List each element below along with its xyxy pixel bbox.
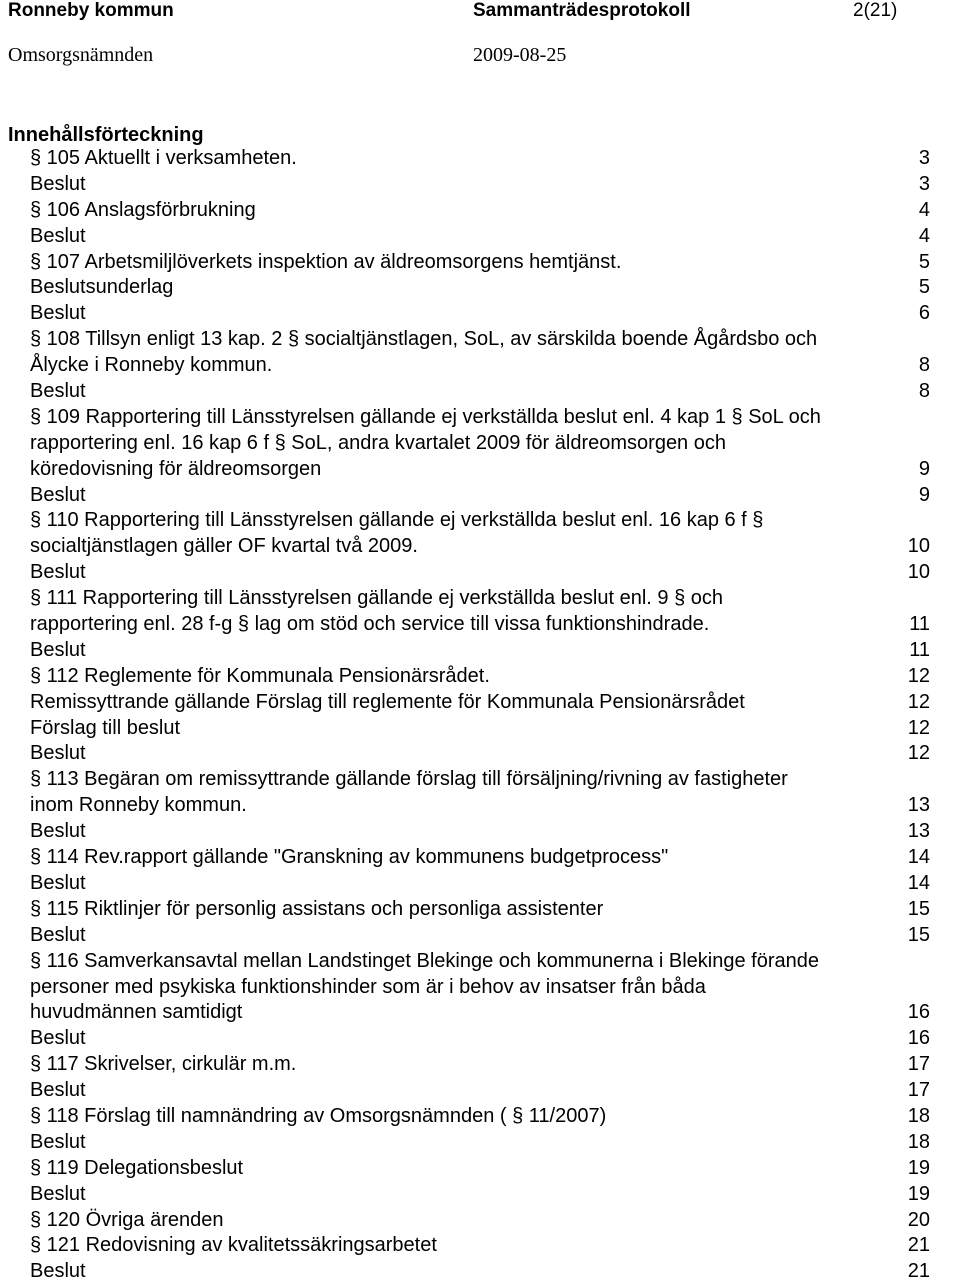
- toc-entry: [0, 379, 960, 405]
- toc-entry: [0, 327, 960, 353]
- toc-entry-page: 5: [918, 250, 930, 273]
- toc-entry-page: 19: [907, 1156, 930, 1179]
- toc-entry: [0, 819, 960, 845]
- toc-entry-text: Remissyttrande gällande Förslag till reglemente för Kommunala Pensionärsrådet: [30, 690, 745, 713]
- toc-entry: [0, 146, 960, 172]
- toc-entry: [0, 638, 960, 664]
- toc-entry-page: 8: [918, 380, 930, 403]
- toc-entry-text: Ålycke i Ronneby kommun.: [30, 354, 273, 377]
- toc-entry-text: Beslutsunderlag: [30, 276, 174, 299]
- toc-entry-page: 14: [907, 871, 930, 894]
- toc-entry: [0, 1156, 960, 1182]
- toc-entry-text: § 106 Anslagsförbrukning: [30, 198, 256, 221]
- toc-entry-text: Beslut: [30, 380, 86, 403]
- toc-entry-text: Beslut: [30, 1027, 86, 1050]
- toc-entry-text: § 121 Redovisning av kvalitetssäkringsarbetet: [30, 1234, 437, 1257]
- header-committee: Omsorgsnämnden: [8, 44, 154, 66]
- toc-entry: [0, 871, 960, 897]
- header-page-number: 2(21): [853, 0, 898, 21]
- toc-entry: [0, 405, 960, 431]
- toc-entry-text: Beslut: [30, 483, 86, 506]
- toc-entry-text: Beslut: [30, 923, 86, 946]
- toc-entry-page: 16: [907, 1027, 930, 1050]
- toc-entry: [0, 483, 960, 509]
- toc-title: Innehållsförteckning: [8, 124, 204, 146]
- toc-entry-text: Beslut: [30, 1260, 86, 1283]
- toc-entry: [0, 690, 960, 716]
- header-doc-type: Sammanträdesprotokoll: [473, 0, 691, 21]
- toc-entry: [0, 1078, 960, 1104]
- toc-entry-page: 21: [907, 1260, 930, 1283]
- toc-entry-text: § 118 Förslag till namnändring av Omsorgsnämnden ( § 11/2007): [30, 1104, 607, 1127]
- toc-entry: [0, 1208, 960, 1234]
- toc-entry-text: rapportering enl. 16 kap 6 f § SoL, andra kvartalet 2009 för äldreomsorgen och: [30, 431, 726, 454]
- toc-entry-text: Beslut: [30, 224, 86, 247]
- toc-entry: [0, 534, 960, 560]
- toc-entry-page: 14: [907, 846, 930, 869]
- toc-entry-text: § 107 Arbetsmiljlöverkets inspektion av äldreomsorgens hemtjänst.: [30, 250, 622, 273]
- toc-entry-text: socialtjänstlagen gäller OF kvartal två 2009.: [30, 535, 418, 558]
- toc-entry-page: 18: [907, 1104, 930, 1127]
- toc-entry: [0, 275, 960, 301]
- toc-entry-text: Beslut: [30, 561, 86, 584]
- toc-entry: [0, 897, 960, 923]
- toc-entry-text: rapportering enl. 28 f-g § lag om stöd och service till vissa funktionshindrade.: [30, 613, 710, 636]
- toc-entry: [0, 767, 960, 793]
- toc-entry: [0, 793, 960, 819]
- toc-entry-page: 12: [907, 742, 930, 765]
- toc-entry-page: 16: [907, 1001, 930, 1024]
- toc-entry: [0, 612, 960, 638]
- toc-entry-page: 17: [907, 1053, 930, 1076]
- toc-entry: [0, 508, 960, 534]
- toc-entry: [0, 845, 960, 871]
- toc-entry: [0, 741, 960, 767]
- toc-entry-text: Beslut: [30, 742, 86, 765]
- toc-entry-page: 11: [909, 638, 930, 661]
- toc-entry-page: 6: [918, 302, 930, 325]
- toc-entry: [0, 560, 960, 586]
- toc-entry-text: § 116 Samverkansavtal mellan Landstinget Blekinge och kommunerna i Blekinge förande: [30, 949, 819, 972]
- toc-entry-text: Förslag till beslut: [30, 716, 181, 739]
- toc-entry-page: 5: [918, 276, 930, 299]
- toc-entry: [0, 1104, 960, 1130]
- toc-entry-text: § 120 Övriga ärenden: [30, 1208, 224, 1231]
- toc-entry-text: § 108 Tillsyn enligt 13 kap. 2 § socialtjänstlagen, SoL, av särskilda boende Ågårdsbo och: [30, 328, 818, 351]
- toc-entry-page: 11: [909, 613, 930, 636]
- toc-entry-text: Beslut: [30, 1182, 86, 1205]
- toc-entry-text: § 113 Begäran om remissyttrande gällande förslag till försäljning/rivning av fastigheter: [30, 768, 788, 791]
- toc-entry: [0, 1026, 960, 1052]
- toc-entry-page: 4: [918, 198, 930, 221]
- toc-entry-page: 12: [907, 716, 930, 739]
- toc-entry: [0, 1000, 960, 1026]
- toc-entry-page: 10: [907, 561, 930, 584]
- toc-entry-page: 8: [918, 354, 930, 377]
- toc-entry-page: 13: [907, 794, 930, 817]
- toc-entry: [0, 172, 960, 198]
- toc-entry-page: 21: [907, 1234, 930, 1257]
- toc-entry-page: 19: [907, 1182, 930, 1205]
- toc-entry-page: 4: [918, 224, 930, 247]
- toc-entry-page: 9: [918, 483, 930, 506]
- toc-entry-text: Beslut: [30, 871, 86, 894]
- toc-entry-page: 3: [918, 172, 930, 195]
- toc-entry-page: 17: [907, 1079, 930, 1102]
- toc-entry: [0, 975, 960, 1001]
- toc-entry-page: 12: [907, 664, 930, 687]
- toc-entry-page: 15: [907, 897, 930, 920]
- toc-entry-text: § 115 Riktlinjer för personlig assistans och personliga assistenter: [30, 897, 604, 920]
- toc-entry: [0, 586, 960, 612]
- toc-entry-text: § 105 Aktuellt i verksamheten.: [30, 147, 297, 169]
- toc-entry: [0, 301, 960, 327]
- toc-entry-text: Beslut: [30, 638, 86, 661]
- toc-entry-text: § 114 Rev.rapport gällande "Granskning av kommunens budgetprocess": [30, 846, 669, 869]
- toc-entry: [0, 1259, 960, 1285]
- toc-entry: [0, 664, 960, 690]
- toc-entry-page: 9: [918, 457, 930, 480]
- toc-entry-text: § 110 Rapportering till Länsstyrelsen gällande ej verkställda beslut enl. 16 kap 6 f §: [30, 509, 764, 532]
- toc-entry-text: Beslut: [30, 172, 86, 195]
- toc-entry-text: köredovisning för äldreomsorgen: [30, 457, 322, 480]
- toc-entry-text: Beslut: [30, 302, 86, 325]
- toc-entry: [0, 353, 960, 379]
- toc-entry-text: huvudmännen samtidigt: [30, 1001, 243, 1024]
- toc-entry-text: Beslut: [30, 1130, 86, 1153]
- toc-entry-text: § 109 Rapportering till Länsstyrelsen gällande ej verkställda beslut enl. 4 kap 1 § SoL och: [30, 405, 821, 428]
- toc-entry: [0, 224, 960, 250]
- page-subheader: [0, 44, 960, 70]
- toc-entry: [0, 1182, 960, 1208]
- toc-entry-text: Beslut: [30, 1079, 86, 1102]
- toc-entry-page: 20: [907, 1208, 930, 1231]
- toc-entry: [0, 1130, 960, 1156]
- toc-entry-page: 12: [907, 690, 930, 713]
- toc-entry: [0, 198, 960, 224]
- toc-entry-text: § 111 Rapportering till Länsstyrelsen gällande ej verkställda beslut enl. 9 § och: [30, 587, 724, 610]
- toc-entry-page: 10: [907, 535, 930, 558]
- toc-entry: [0, 1052, 960, 1078]
- toc-entry-text: § 119 Delegationsbeslut: [30, 1156, 244, 1179]
- toc-entry-text: § 117 Skrivelser, cirkulär m.m.: [30, 1053, 297, 1076]
- toc-entry-text: § 112 Reglemente för Kommunala Pensionärsrådet.: [30, 664, 490, 687]
- toc-entry-text: personer med psykiska funktionshinder som är i behov av insatser från båda: [30, 975, 706, 998]
- toc-entry-page: 15: [907, 923, 930, 946]
- header-org: Ronneby kommun: [8, 0, 174, 21]
- toc-entry-page: 3: [918, 147, 930, 169]
- toc-entry-text: Beslut: [30, 820, 86, 843]
- header-date: 2009-08-25: [473, 44, 567, 66]
- toc-entry: [0, 1233, 960, 1259]
- toc-entry-text: inom Ronneby kommun.: [30, 794, 247, 817]
- toc-entry: [0, 457, 960, 483]
- toc-list: [0, 146, 960, 1285]
- toc-entry-page: 18: [907, 1130, 930, 1153]
- toc-entry: [0, 250, 960, 276]
- toc-entry: [0, 431, 960, 457]
- toc-entry: [0, 716, 960, 742]
- toc-entry-page: 13: [907, 820, 930, 843]
- page-header: [0, 0, 960, 24]
- toc-entry: [0, 923, 960, 949]
- toc-entry: [0, 949, 960, 975]
